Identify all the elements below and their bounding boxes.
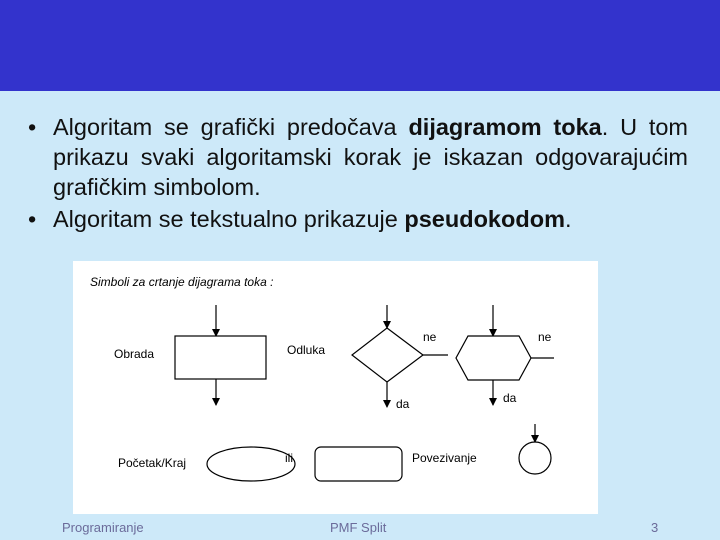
decision-symbol <box>352 328 423 382</box>
bullet-symbol: • <box>28 114 37 140</box>
figure-title: Simboli za crtanje dijagrama toka : <box>90 275 274 289</box>
terminator-rounded-rect-symbol <box>315 447 402 481</box>
terminator-ellipse-symbol <box>207 447 295 481</box>
flowchart-symbols-figure <box>73 261 598 514</box>
flowchart-symbols-diagram <box>73 261 598 514</box>
bullet-list <box>28 112 688 234</box>
process-symbol <box>175 336 266 379</box>
label-decision-da: da <box>396 397 410 411</box>
bullet-emphasis: dijagramom toka <box>408 114 602 140</box>
bullet-text-end: . U tom prikazu svaki algoritamski korak je iskazan odgovarajućim grafičkim simbolom. <box>53 114 689 200</box>
bullet-text: Algoritam se tekstualno prikazuje <box>53 206 405 232</box>
title-bar <box>0 0 720 91</box>
hexagon-decision-symbol <box>456 336 531 380</box>
label-pocetak-kraj: Početak/Kraj <box>118 456 187 470</box>
label-obrada: Obrada <box>114 347 155 361</box>
label-ili: ili <box>285 451 293 465</box>
footer-page-number: 3 <box>651 520 659 535</box>
connector-symbol <box>519 442 551 474</box>
label-povezivanje: Povezivanje <box>412 451 477 465</box>
bullet-text-end: . <box>564 206 572 232</box>
label-hexagon-ne: ne <box>538 330 552 344</box>
label-hexagon-da: da <box>503 391 517 405</box>
label-decision-ne: ne <box>423 330 437 344</box>
bullet-item <box>28 112 688 202</box>
bullet-text: Algoritam se grafički predočava <box>53 114 409 140</box>
footer-institution: PMF Split <box>330 520 387 535</box>
label-odluka: Odluka <box>287 343 326 357</box>
bullet-symbol: • <box>28 206 37 232</box>
footer-course: Programiranje <box>62 520 144 535</box>
bullet-item <box>28 204 688 234</box>
bullet-emphasis: pseudokodom <box>404 206 565 232</box>
